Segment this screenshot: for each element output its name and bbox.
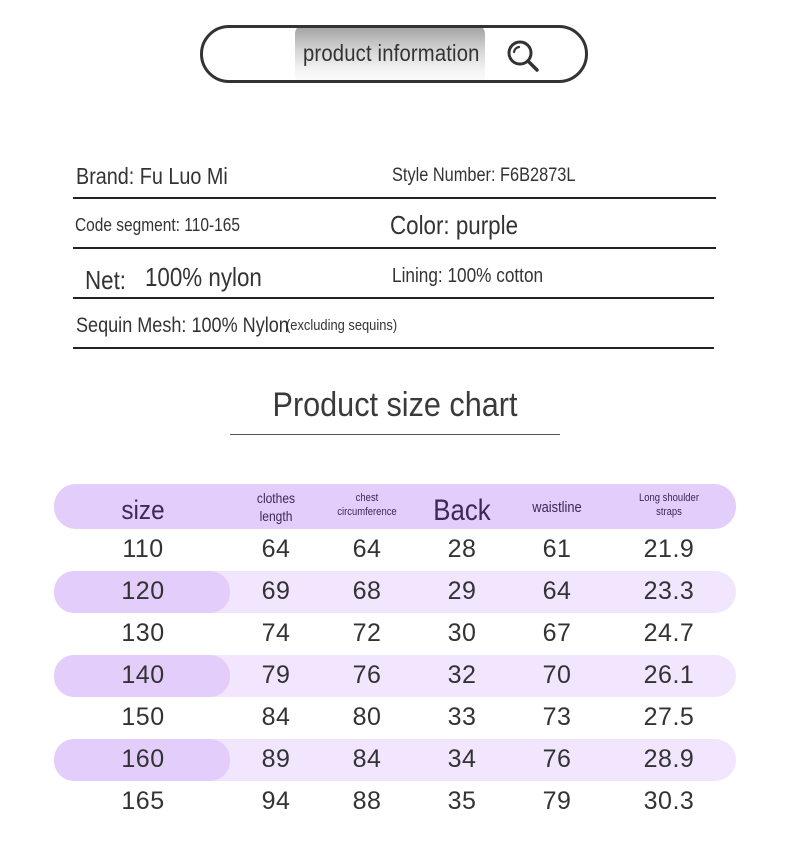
measurement-cell: 89 xyxy=(261,745,291,773)
measurement-cell: 94 xyxy=(261,787,291,815)
size-cell: 140 xyxy=(121,661,165,689)
column-header xyxy=(89,494,197,528)
search-icon[interactable] xyxy=(505,38,541,74)
size-cell: 120 xyxy=(121,577,165,605)
info-divider xyxy=(73,197,716,199)
measurement-cell: 76 xyxy=(352,661,382,689)
measurement-cell: 67 xyxy=(542,619,572,647)
info-divider xyxy=(73,247,716,249)
measurement-cell: 69 xyxy=(261,577,291,605)
measurement-cell: 72 xyxy=(352,619,382,647)
size-cell: 150 xyxy=(121,703,165,731)
measurement-cell: 27.5 xyxy=(643,703,695,731)
style-number-text: Style Number: F6B2873L xyxy=(392,165,576,186)
measurement-cell: 64 xyxy=(261,535,291,563)
size-cell: 110 xyxy=(122,535,164,563)
column-header-line: circumference xyxy=(337,505,397,518)
column-header-line: straps xyxy=(656,505,682,518)
measurement-cell: 68 xyxy=(352,577,382,605)
column-header xyxy=(410,492,513,530)
measurement-cell: 73 xyxy=(542,703,572,731)
column-header-line: size xyxy=(121,495,165,525)
color-text: Color: purple xyxy=(390,210,519,240)
measurement-cell: 35 xyxy=(447,787,477,815)
measurement-cell: 84 xyxy=(261,703,291,731)
measurement-cell: 23.3 xyxy=(643,577,695,605)
search-label: product information xyxy=(303,40,480,66)
measurement-cell: 79 xyxy=(261,661,291,689)
column-header-line: chest xyxy=(355,492,379,504)
measurement-cell: 21.9 xyxy=(643,535,695,563)
column-header xyxy=(617,492,720,520)
code-segment-text: Code segment: 110-165 xyxy=(75,215,240,235)
size-chart-title-underline xyxy=(230,434,560,435)
sequin-mesh-text: Sequin Mesh: 100% Nylon xyxy=(76,314,289,337)
measurement-cell: 84 xyxy=(352,745,382,773)
product-information-search-bar[interactable] xyxy=(200,25,588,83)
column-header-line: Long shoulder xyxy=(639,492,699,504)
column-header-line: length xyxy=(259,507,293,524)
column-header xyxy=(505,499,608,518)
measurement-cell: 28.9 xyxy=(643,745,695,773)
brand-text: Brand: Fu Luo Mi xyxy=(76,163,228,189)
size-chart-title: Product size chart xyxy=(272,386,518,424)
net-label: Net: xyxy=(85,265,127,295)
measurement-cell: 24.7 xyxy=(643,619,695,647)
measurement-cell: 80 xyxy=(352,703,382,731)
measurement-cell: 76 xyxy=(542,745,572,773)
measurement-cell: 29 xyxy=(447,577,477,605)
measurement-cell: 33 xyxy=(447,703,477,731)
measurement-cell: 34 xyxy=(447,745,477,773)
size-cell: 160 xyxy=(121,745,165,773)
size-cell: 130 xyxy=(121,619,165,647)
measurement-cell: 74 xyxy=(261,619,291,647)
measurement-cell: 79 xyxy=(542,787,572,815)
column-header xyxy=(224,490,327,525)
column-header xyxy=(315,492,418,520)
info-divider xyxy=(73,347,714,349)
measurement-cell: 30.3 xyxy=(643,787,695,815)
measurement-cell: 32 xyxy=(447,661,477,689)
column-header-line: clothes xyxy=(256,490,296,506)
lining-text: Lining: 100% cotton xyxy=(392,265,544,287)
measurement-cell: 64 xyxy=(542,577,572,605)
measurement-cell: 28 xyxy=(447,535,477,563)
measurement-cell: 61 xyxy=(542,535,572,563)
measurement-cell: 26.1 xyxy=(643,661,695,689)
column-header-line: Back xyxy=(433,494,491,527)
measurement-cell: 88 xyxy=(352,787,382,815)
measurement-cell: 64 xyxy=(352,535,382,563)
info-divider xyxy=(73,297,714,299)
size-cell: 165 xyxy=(121,787,165,815)
column-header-line: waistline xyxy=(532,499,582,516)
measurement-cell: 30 xyxy=(447,619,477,647)
sequin-note-text: (excluding sequins) xyxy=(286,317,398,334)
net-value: 100% nylon xyxy=(145,262,262,292)
measurement-cell: 70 xyxy=(542,661,572,689)
